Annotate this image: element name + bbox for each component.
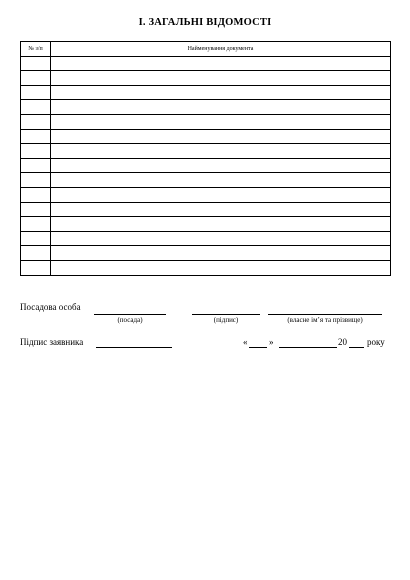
table-row — [21, 144, 391, 159]
cell-document-name[interactable] — [51, 129, 391, 144]
cell-document-name[interactable] — [51, 56, 391, 71]
table-row — [21, 129, 391, 144]
cell-number[interactable] — [21, 202, 51, 217]
cell-document-name[interactable] — [51, 187, 391, 202]
table-row — [21, 202, 391, 217]
date-year-line[interactable] — [349, 347, 364, 348]
cell-number[interactable] — [21, 187, 51, 202]
name-caption: (власне ім’я та прізвище) — [287, 316, 363, 324]
cell-document-name[interactable] — [51, 231, 391, 246]
cell-document-name[interactable] — [51, 144, 391, 159]
cell-document-name[interactable] — [51, 114, 391, 129]
cell-number[interactable] — [21, 56, 51, 71]
cell-document-name[interactable] — [51, 71, 391, 86]
table-row — [21, 158, 391, 173]
date-close-quote: » — [269, 337, 274, 347]
cell-number[interactable] — [21, 85, 51, 100]
applicant-signature-line[interactable] — [96, 347, 172, 348]
cell-number[interactable] — [21, 100, 51, 115]
cell-document-name[interactable] — [51, 202, 391, 217]
cell-document-name[interactable] — [51, 158, 391, 173]
cell-document-name[interactable] — [51, 217, 391, 232]
table-row — [21, 71, 391, 86]
table-row — [21, 100, 391, 115]
cell-number[interactable] — [21, 246, 51, 261]
applicant-label: Підпис заявника — [20, 337, 84, 347]
year-prefix: 20 — [338, 337, 347, 347]
cell-number[interactable] — [21, 129, 51, 144]
cell-number[interactable] — [21, 173, 51, 188]
cell-document-name[interactable] — [51, 100, 391, 115]
cell-number[interactable] — [21, 114, 51, 129]
table-row — [21, 187, 391, 202]
table-row — [21, 173, 391, 188]
cell-number[interactable] — [21, 217, 51, 232]
table-row — [21, 217, 391, 232]
table-header-row — [21, 42, 391, 57]
table-row — [21, 231, 391, 246]
name-line[interactable] — [268, 314, 382, 315]
table-row — [21, 246, 391, 261]
cell-number[interactable] — [21, 158, 51, 173]
signature-caption: (підпис) — [213, 316, 239, 324]
cell-number[interactable] — [21, 71, 51, 86]
official-label: Посадова особа — [20, 302, 81, 312]
cell-document-name[interactable] — [51, 260, 391, 275]
cell-document-name[interactable] — [51, 85, 391, 100]
table-body — [21, 56, 391, 275]
table-row — [21, 56, 391, 71]
table-row — [21, 114, 391, 129]
cell-document-name[interactable] — [51, 173, 391, 188]
signature-line[interactable] — [192, 314, 260, 315]
cell-number[interactable] — [21, 260, 51, 275]
cell-document-name[interactable] — [51, 246, 391, 261]
column-header-document-name: Найменування документа — [51, 42, 391, 57]
table-row — [21, 85, 391, 100]
date-month-line[interactable] — [279, 347, 337, 348]
position-line[interactable] — [94, 314, 166, 315]
position-caption: (посада) — [117, 316, 143, 324]
year-suffix: року — [367, 337, 385, 347]
date-day-line[interactable] — [249, 347, 267, 348]
cell-number[interactable] — [21, 144, 51, 159]
section-title: І. ЗАГАЛЬНІ ВІДОМОСТІ — [138, 17, 272, 28]
cell-number[interactable] — [21, 231, 51, 246]
documents-table — [20, 41, 391, 276]
date-open-quote: « — [243, 337, 248, 347]
table-row — [21, 260, 391, 275]
column-header-number: № з/п — [21, 42, 51, 57]
